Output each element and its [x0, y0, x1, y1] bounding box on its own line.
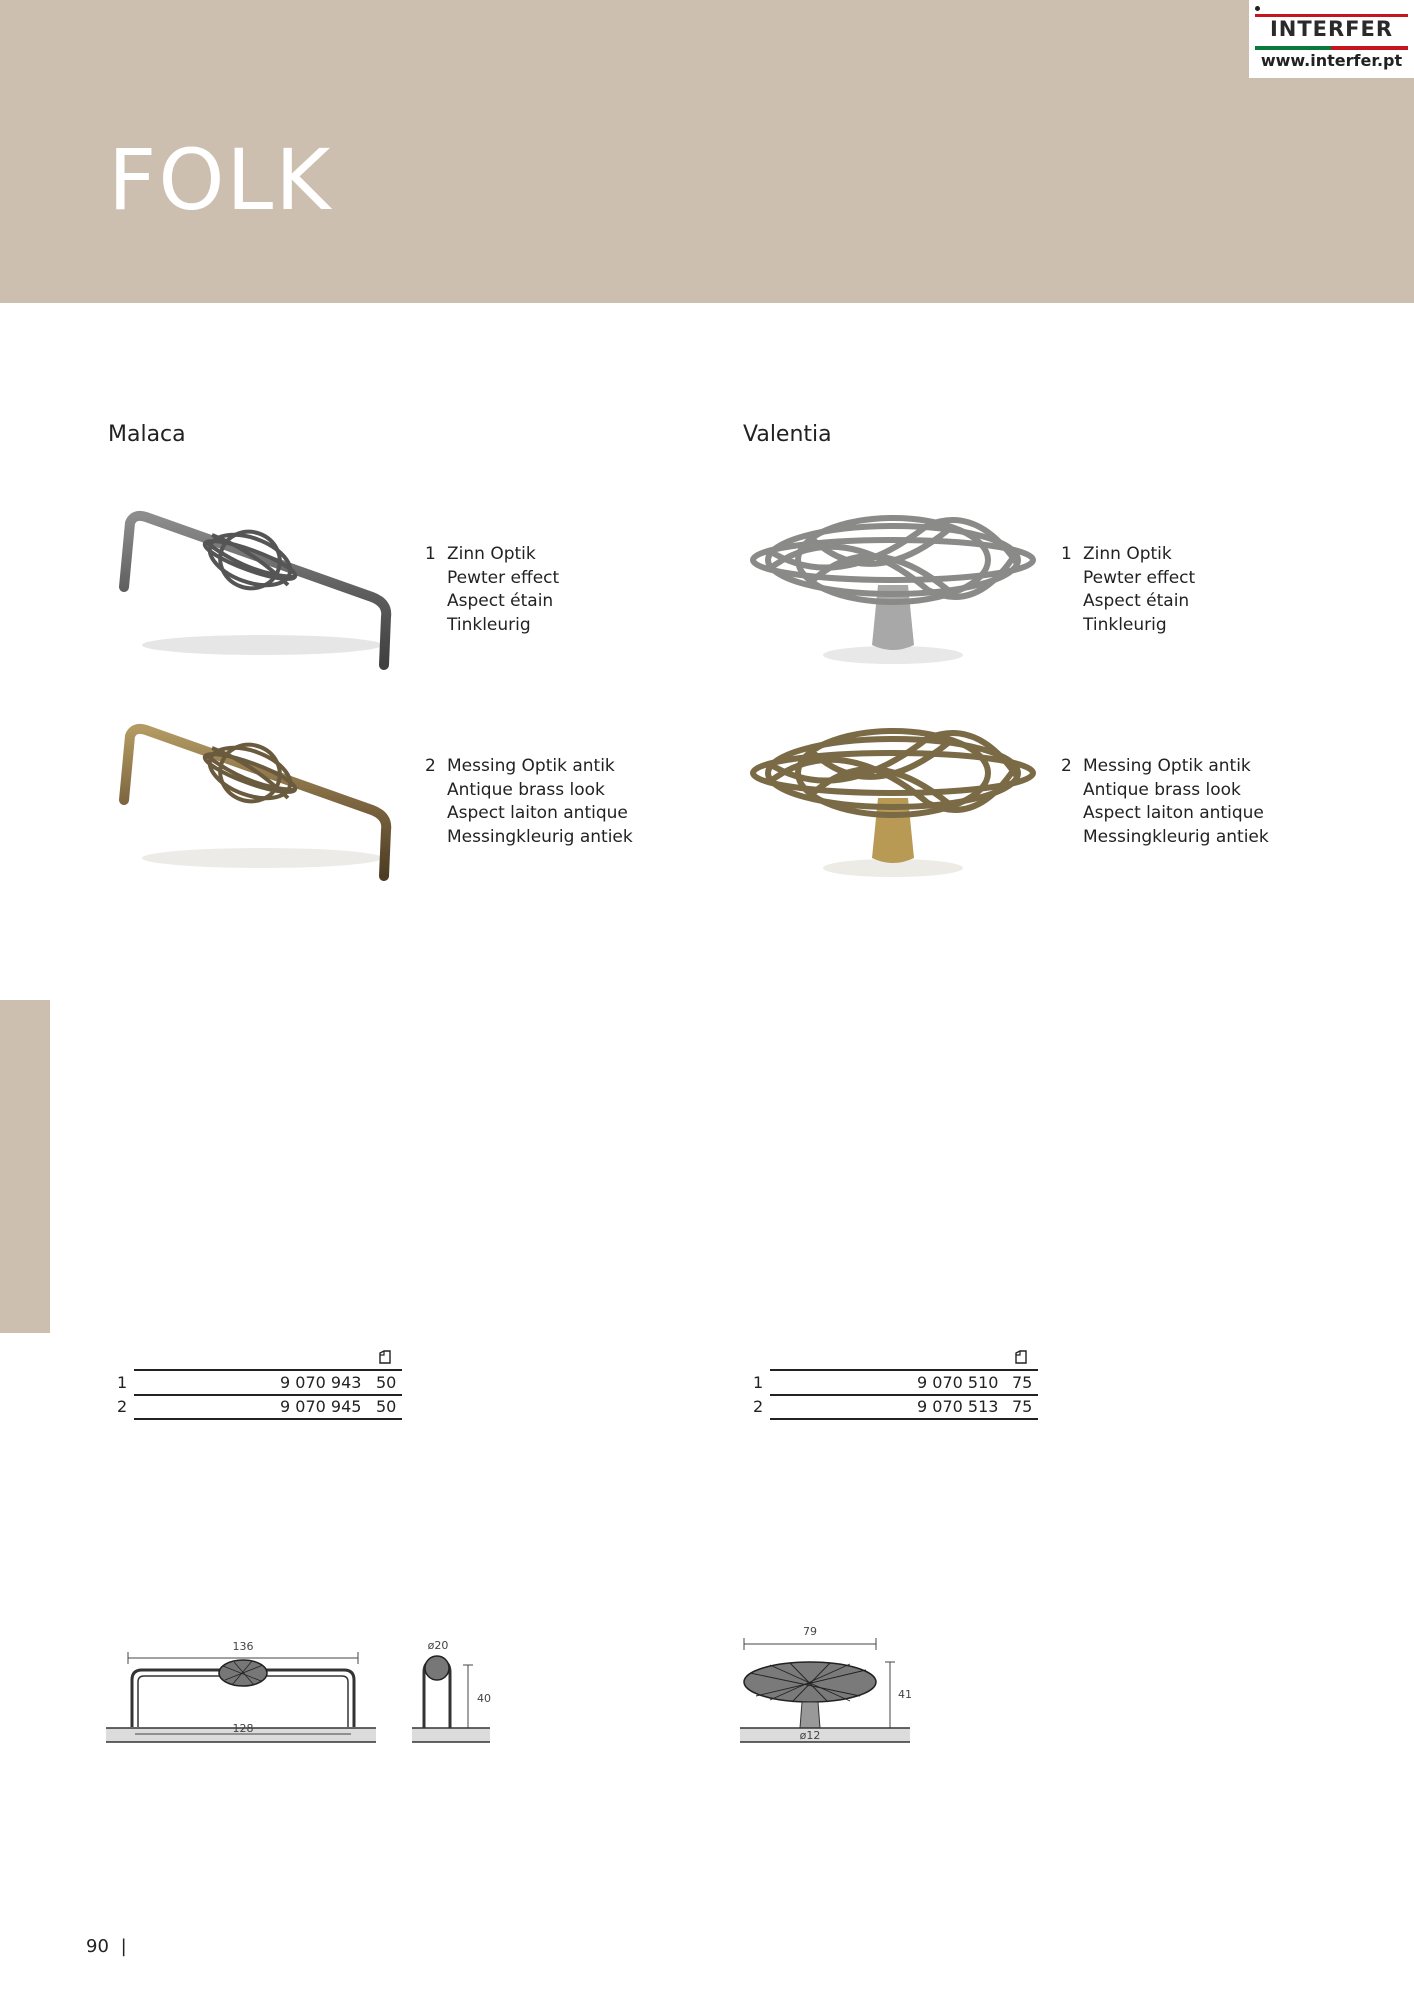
- variant-line: Tinkleurig: [447, 614, 531, 635]
- product-name-valentia: Valentia: [743, 422, 832, 447]
- variant-line: Aspect laiton antique: [447, 803, 628, 823]
- ref-variant: 1: [753, 1373, 764, 1392]
- variant-line: Pewter effect: [1083, 567, 1196, 588]
- ref-table-valentia: [746, 1342, 1046, 1422]
- logo-red-stripe: [1331, 46, 1408, 50]
- ref-code: 9 070 945: [280, 1397, 362, 1416]
- brand-logo: [1249, 0, 1414, 78]
- variant-valentia-1: [1061, 543, 1281, 637]
- malaca-side-drawing: [408, 1632, 492, 1748]
- ref-code: 9 070 513: [917, 1397, 999, 1416]
- dim-diameter: ø12: [799, 1729, 821, 1742]
- table-row: [110, 1373, 410, 1396]
- variant-line: Messingkleurig antiek: [447, 826, 633, 847]
- ref-variant: 2: [753, 1397, 764, 1416]
- product-name-malaca: Malaca: [108, 422, 186, 447]
- variant-line: Messing Optik antik: [447, 756, 615, 776]
- variant-line: Antique brass look: [447, 779, 605, 800]
- valentia-pewter-image: [748, 505, 1038, 670]
- variant-line: Messingkleurig antiek: [1083, 826, 1269, 847]
- variant-malaca-2: [425, 755, 665, 849]
- table-row: [746, 1397, 1046, 1420]
- variant-line: Messing Optik antik: [1083, 756, 1251, 776]
- page-title: FOLK: [108, 131, 333, 229]
- table-rule: [134, 1369, 402, 1371]
- logo-brand: INTERFER: [1269, 17, 1394, 41]
- variant-line: Aspect étain: [1083, 591, 1190, 611]
- variant-malaca-1: [425, 543, 645, 637]
- ref-qty: 75: [1012, 1397, 1033, 1416]
- dim-diameter: ø20: [427, 1639, 449, 1652]
- logo-url: www.interfer.pt: [1260, 51, 1403, 70]
- variant-line: Aspect laiton antique: [1083, 803, 1264, 823]
- package-icon: [1014, 1348, 1028, 1364]
- malaca-dimension-drawing: [106, 1632, 382, 1748]
- variant-number: 2: [425, 756, 436, 776]
- variant-line: Zinn Optik: [447, 544, 536, 564]
- table-rule: [770, 1418, 1038, 1420]
- dim-height: 40: [477, 1692, 491, 1705]
- logo-dot: [1255, 6, 1260, 11]
- ref-variant: 1: [117, 1373, 128, 1392]
- table-row: [746, 1373, 1046, 1396]
- ref-table-malaca: [110, 1342, 410, 1422]
- ref-qty: 50: [376, 1397, 397, 1416]
- variant-number: 2: [1061, 756, 1072, 776]
- variant-valentia-2: [1061, 755, 1301, 849]
- package-icon: [378, 1348, 392, 1364]
- table-row: [110, 1397, 410, 1420]
- table-rule: [770, 1394, 1038, 1396]
- table-rule: [134, 1418, 402, 1420]
- malaca-brass-image: [112, 718, 402, 888]
- dim-length: 136: [232, 1640, 254, 1653]
- variant-number: 1: [425, 544, 436, 564]
- ref-qty: 75: [1012, 1373, 1033, 1392]
- page-number-value: 90: [86, 1936, 109, 1957]
- table-rule: [770, 1369, 1038, 1371]
- variant-line: Aspect étain: [447, 591, 554, 611]
- dim-hole-spacing: 128: [232, 1722, 254, 1735]
- ref-code: 9 070 510: [917, 1373, 999, 1392]
- valentia-dimension-drawing: [740, 1618, 916, 1748]
- side-tab: [0, 1000, 50, 1333]
- logo-green-stripe: [1255, 46, 1331, 50]
- valentia-brass-image: [748, 718, 1038, 883]
- table-rule: [134, 1394, 402, 1396]
- ref-code: 9 070 943: [280, 1373, 362, 1392]
- variant-line: Zinn Optik: [1083, 544, 1172, 564]
- page-number: [86, 1936, 127, 1957]
- dim-height: 41: [898, 1688, 912, 1701]
- malaca-pewter-image: [112, 505, 402, 675]
- variant-line: Antique brass look: [1083, 779, 1241, 800]
- variant-line: Pewter effect: [447, 567, 560, 588]
- variant-line: Tinkleurig: [1083, 614, 1167, 635]
- ref-qty: 50: [376, 1373, 397, 1392]
- page-number-divider: |: [120, 1936, 127, 1957]
- variant-number: 1: [1061, 544, 1072, 564]
- dim-length: 79: [803, 1625, 817, 1638]
- ref-variant: 2: [117, 1397, 128, 1416]
